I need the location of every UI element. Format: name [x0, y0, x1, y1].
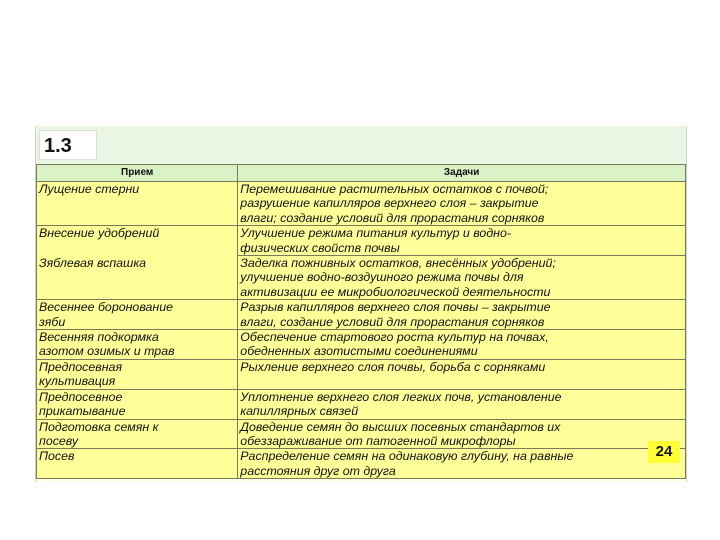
technique-cell: Предпосевная культивация: [37, 359, 238, 389]
table-row: [37, 226, 686, 256]
table-row: [37, 359, 686, 389]
tasks-cell: Заделка пожнивных остатков, внесённых удобрений; улучшение водно-воздушного режима почвы для активизации ее микробиологической деятельности: [238, 256, 686, 300]
table-row: [37, 300, 686, 330]
tasks-cell: Рыхление верхнего слоя почвы, борьба с сорняками: [238, 359, 686, 389]
table-row: [37, 449, 686, 479]
technique-cell: Предпосевное прикатывание: [37, 389, 238, 419]
table-row: [37, 256, 686, 300]
tasks-cell: Уплотнение верхнего слоя легких почв, установление капиллярных связей: [238, 389, 686, 419]
technique-cell: Внесение удобрений: [37, 226, 238, 256]
tasks-cell: Обеспечение стартового роста культур на почвах, обедненных азотистыми соединениями: [238, 330, 686, 360]
technique-cell: Лущение стерни: [37, 182, 238, 226]
technique-cell: Весенняя подкормка азотом озимых и трав: [37, 330, 238, 360]
slide-header: [36, 126, 686, 164]
tasks-cell: Перемешивание растительных остатков с почвой; разрушение капилляров верхнего слоя – закрытие влаги; создание условий для прорастания сорняков: [238, 182, 686, 226]
tasks-cell: Распределение семян на одинаковую глубину, на равные расстояния друг от друга: [238, 449, 686, 479]
column-header-technique: Прием: [37, 165, 238, 182]
table-row: [37, 182, 686, 226]
column-header-tasks: Задачи: [238, 165, 686, 182]
technique-cell: Посев: [37, 449, 238, 479]
tasks-cell: Разрыв капилляров верхнего слоя почвы – закрытие влаги, создание условий для прорастания сорняков: [238, 300, 686, 330]
section-number: 1.3: [39, 130, 97, 160]
table-container: [36, 164, 686, 478]
slide: [35, 126, 687, 482]
technique-cell: Зяблевая вспашка: [37, 256, 238, 300]
agrotechnics-table: [36, 164, 686, 479]
table-row: [37, 419, 686, 449]
table-header-row: [37, 165, 686, 182]
tasks-cell: Улучшение режима питания культур и водно- физических свойств почвы: [238, 226, 686, 256]
table-row: [37, 330, 686, 360]
tasks-cell: Доведение семян до высших посевных стандартов их обеззараживание от патогенной микрофлоры: [238, 419, 686, 449]
page-number-badge: 24: [648, 441, 680, 463]
technique-cell: Весеннее боронование зяби: [37, 300, 238, 330]
technique-cell: Подготовка семян к посеву: [37, 419, 238, 449]
table-row: [37, 389, 686, 419]
